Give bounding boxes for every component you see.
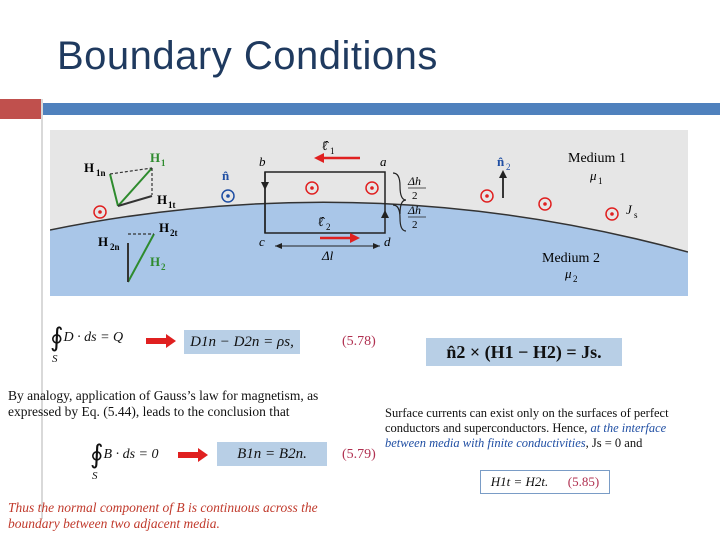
- surface-current-text: Surface currents can exist only on the surfaces of perfect conductors and superconductors. Hence, at the interface between media with finite conductivities, Js = 0 and: [385, 406, 669, 450]
- boundary-figure: [50, 130, 688, 296]
- svg-text:2: 2: [326, 222, 331, 232]
- label-h1t: H: [157, 192, 168, 207]
- label-l1: ℓ̂: [322, 138, 327, 153]
- svg-text:1t: 1t: [168, 200, 176, 210]
- label-h2t: H: [159, 220, 170, 235]
- svg-text:1: 1: [330, 146, 335, 156]
- gauss-b-integral: ∮B · ds = 0 S: [90, 440, 159, 482]
- title-bar-accent: [0, 99, 41, 119]
- label-dh-bottom: Δh: [408, 203, 422, 217]
- label-medium1: Medium 1: [568, 151, 626, 166]
- label-n2: n̂: [497, 154, 505, 169]
- corner-c: c: [259, 234, 265, 249]
- svg-text:2: 2: [161, 262, 166, 272]
- label-dl: Δl: [322, 248, 334, 263]
- gauss-e-integral: ∮D · ds = Q S: [50, 323, 124, 365]
- label-h2: H: [150, 254, 161, 269]
- label-h1n: H: [84, 160, 95, 175]
- svg-text:2: 2: [412, 190, 418, 202]
- analogy-text: By analogy, application of Gauss’s law for magnetism, as expressed by Eq. (5.44), leads to the conclusion that: [8, 388, 319, 419]
- corner-b: b: [259, 154, 266, 169]
- conclusion-text: Thus the normal component of B is continuous across the boundary between two adjacent media.: [8, 500, 318, 531]
- corner-d: d: [384, 234, 391, 249]
- label-h2n: H: [98, 234, 109, 249]
- corner-a: a: [380, 154, 387, 169]
- label-dh-top: Δh: [408, 174, 422, 188]
- label-l2: ℓ̂: [318, 214, 323, 229]
- svg-text:2: 2: [506, 162, 511, 172]
- label-medium2: Medium 2: [542, 251, 600, 266]
- label-js: J: [626, 202, 632, 217]
- svg-text:s: s: [634, 210, 638, 220]
- svg-text:2: 2: [573, 274, 578, 284]
- left-rule: [41, 99, 43, 519]
- svg-text:2: 2: [412, 219, 418, 231]
- svg-text:μ: μ: [590, 168, 597, 183]
- svg-text:1n: 1n: [96, 168, 106, 178]
- gauss-b-result-box: B1n = B2n.: [217, 442, 327, 466]
- title-bar-line: [41, 103, 720, 115]
- eq-ref-5-79: (5.79): [342, 447, 376, 462]
- gauss-e-result-box: D1n − D2n = ρs,: [184, 330, 300, 354]
- slide-title: Boundary Conditions: [57, 34, 438, 78]
- label-h1: H: [150, 150, 161, 165]
- eq-ref-5-85: (5.85): [567, 474, 600, 489]
- eq-ref-5-78: (5.78): [342, 334, 376, 349]
- svg-text:1: 1: [598, 176, 603, 186]
- label-n-hat: n̂: [222, 168, 230, 183]
- svg-text:2t: 2t: [170, 228, 178, 238]
- svg-text:2n: 2n: [110, 242, 120, 252]
- svg-text:1: 1: [161, 158, 166, 168]
- arrow-b: [178, 448, 208, 462]
- arrow-e: [146, 334, 176, 348]
- svg-text:μ: μ: [565, 266, 572, 281]
- tangential-equation-box: H1t = H2t. (5.85): [480, 470, 610, 494]
- surface-current-equation: n̂2 × (H1 − H2) = Js.: [426, 338, 622, 366]
